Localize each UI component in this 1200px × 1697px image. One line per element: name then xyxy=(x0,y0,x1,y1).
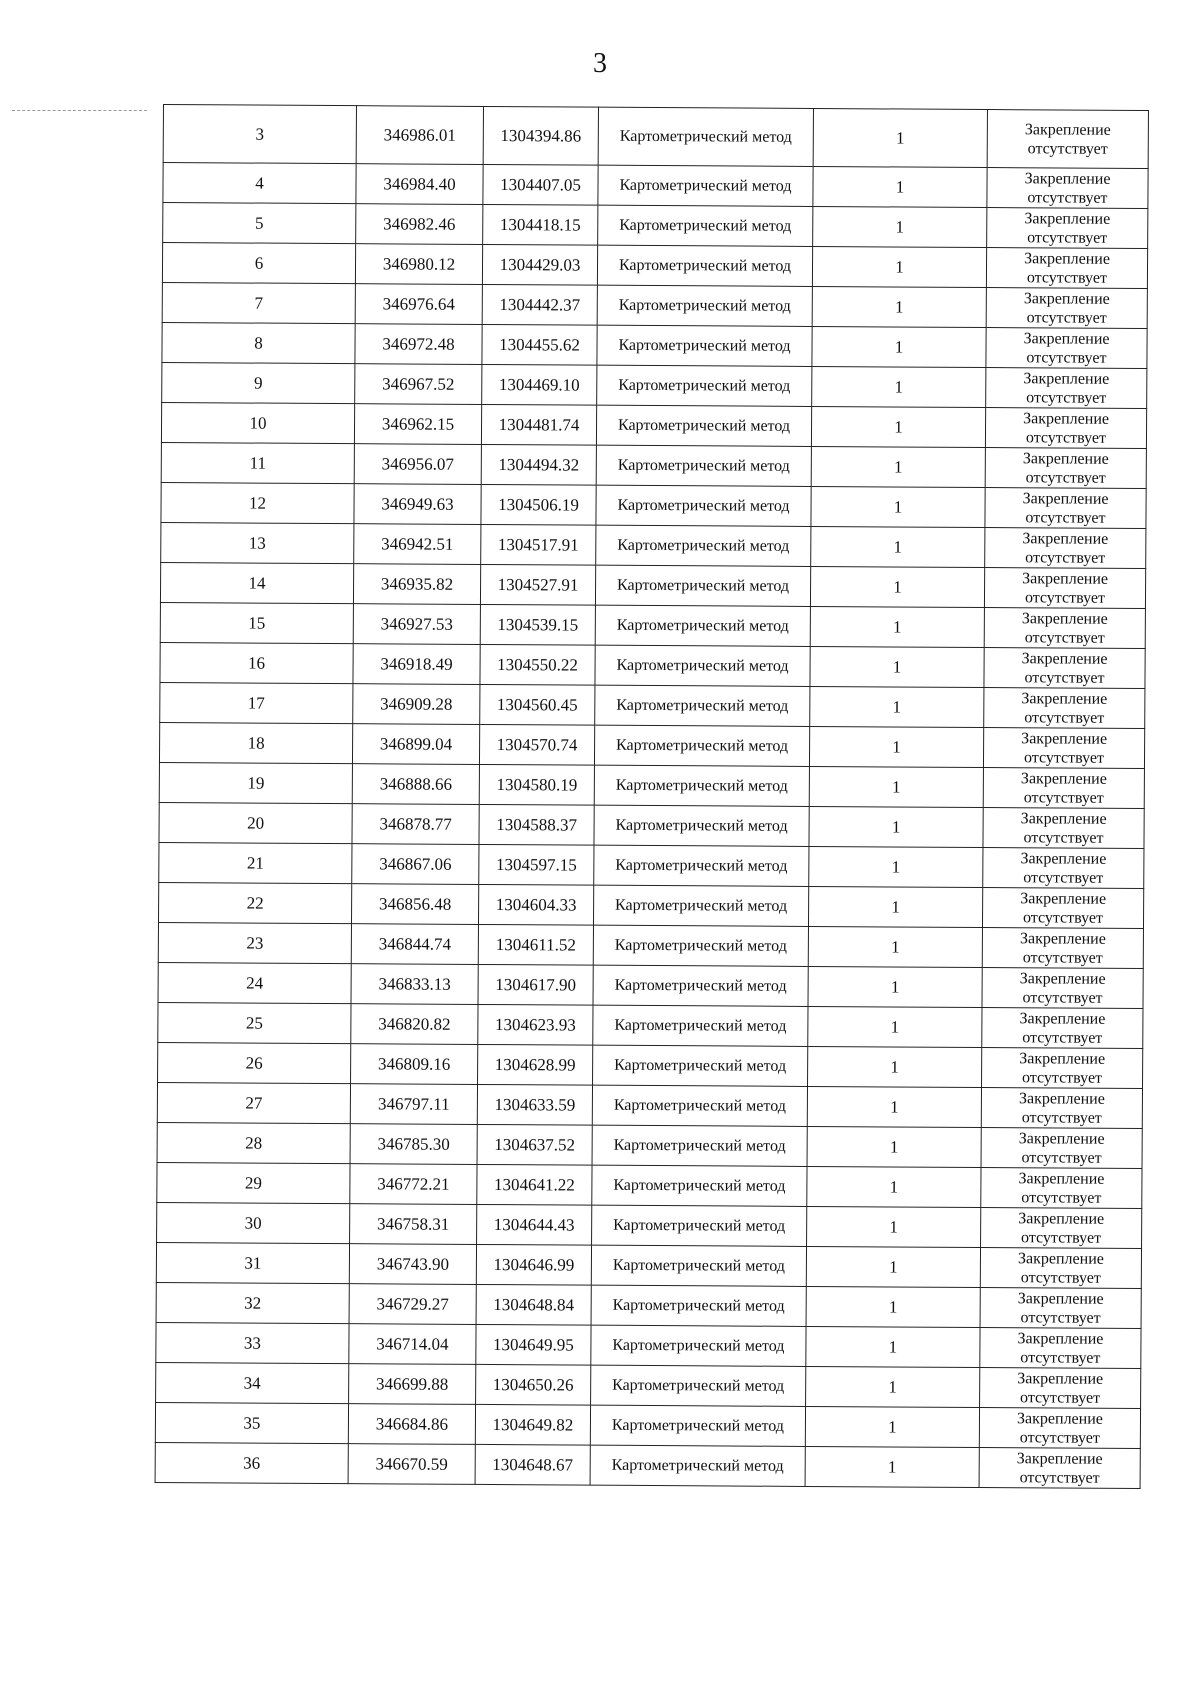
y-coordinate-cell: 1304628.99 xyxy=(478,1044,593,1085)
point-number-cell: 22 xyxy=(159,882,352,923)
method-cell: Картометрический метод xyxy=(598,165,813,206)
y-coordinate-cell: 1304637.52 xyxy=(477,1124,592,1165)
method-cell: Картометрический метод xyxy=(591,1285,806,1326)
table-row xyxy=(160,682,1145,728)
x-coordinate-cell: 346927.53 xyxy=(353,604,480,645)
accuracy-cell: 1 xyxy=(807,1166,981,1207)
y-coordinate-cell: 1304506.19 xyxy=(481,484,596,525)
x-coordinate-cell: 346809.16 xyxy=(351,1044,478,1085)
table-row xyxy=(162,243,1147,289)
table-row xyxy=(163,105,1148,169)
point-number-cell: 18 xyxy=(159,722,352,763)
fixing-description-cell: Закрепление отсутствует xyxy=(981,1128,1142,1169)
y-coordinate-cell: 1304481.74 xyxy=(481,404,596,445)
x-coordinate-cell: 346844.74 xyxy=(351,924,478,965)
fixing-description-cell: Закрепление отсутствует xyxy=(987,168,1148,209)
y-coordinate-cell: 1304648.84 xyxy=(476,1284,591,1325)
method-cell: Картометрический метод xyxy=(593,965,808,1006)
method-cell: Картометрический метод xyxy=(598,107,813,166)
fixing-description-cell: Закрепление отсутствует xyxy=(983,768,1144,809)
table-row xyxy=(163,203,1148,249)
table-row xyxy=(158,922,1143,968)
accuracy-cell: 1 xyxy=(808,926,982,967)
coordinates-table-body xyxy=(155,105,1148,1489)
fixing-description-cell: Закрепление отсутствует xyxy=(982,1048,1143,1089)
table-row xyxy=(161,402,1146,448)
table-row xyxy=(158,1042,1143,1088)
y-coordinate-cell: 1304644.43 xyxy=(477,1204,592,1245)
point-number-cell: 10 xyxy=(161,402,354,443)
method-cell: Картометрический метод xyxy=(595,565,810,606)
method-cell: Картометрический метод xyxy=(595,605,810,646)
x-coordinate-cell: 346949.63 xyxy=(354,484,481,525)
y-coordinate-cell: 1304580.19 xyxy=(479,764,594,805)
y-coordinate-cell: 1304611.52 xyxy=(478,924,593,965)
table-row xyxy=(155,1442,1140,1488)
point-number-cell: 20 xyxy=(159,802,352,843)
point-number-cell: 14 xyxy=(160,562,353,603)
fixing-description-cell: Закрепление отсутствует xyxy=(984,568,1145,609)
fixing-description-cell: Закрепление отсутствует xyxy=(985,408,1146,449)
accuracy-cell: 1 xyxy=(808,886,982,927)
point-number-cell: 26 xyxy=(158,1042,351,1083)
x-coordinate-cell: 346980.12 xyxy=(355,244,482,285)
fixing-description-cell: Закрепление отсутствует xyxy=(984,688,1145,729)
accuracy-cell: 1 xyxy=(812,326,986,367)
fixing-description-cell: Закрепление отсутствует xyxy=(983,728,1144,769)
x-coordinate-cell: 346888.66 xyxy=(352,764,479,805)
method-cell: Картометрический метод xyxy=(596,525,811,566)
x-coordinate-cell: 346670.59 xyxy=(348,1444,475,1485)
y-coordinate-cell: 1304650.26 xyxy=(476,1364,591,1405)
accuracy-cell: 1 xyxy=(813,108,987,167)
table-row xyxy=(157,1082,1142,1128)
method-cell: Картометрический метод xyxy=(596,485,811,526)
accuracy-cell: 1 xyxy=(807,1206,981,1247)
method-cell: Картометрический метод xyxy=(591,1245,806,1286)
accuracy-cell: 1 xyxy=(813,166,987,207)
table-row xyxy=(159,722,1144,768)
x-coordinate-cell: 346699.88 xyxy=(349,1364,476,1405)
y-coordinate-cell: 1304623.93 xyxy=(478,1004,593,1045)
table-row xyxy=(157,1162,1142,1208)
x-coordinate-cell: 346820.82 xyxy=(351,1004,478,1045)
x-coordinate-cell: 346729.27 xyxy=(349,1284,476,1325)
method-cell: Картометрический метод xyxy=(593,925,808,966)
table-row xyxy=(162,362,1147,408)
scan-artifact-line xyxy=(12,110,147,112)
x-coordinate-cell: 346984.40 xyxy=(356,164,483,205)
fixing-description-cell: Закрепление отсутствует xyxy=(983,848,1144,889)
table-row xyxy=(160,562,1145,608)
x-coordinate-cell: 346972.48 xyxy=(355,324,482,365)
table-row xyxy=(159,762,1144,808)
y-coordinate-cell: 1304469.10 xyxy=(482,364,597,405)
x-coordinate-cell: 346785.30 xyxy=(350,1124,477,1165)
x-coordinate-cell: 346942.51 xyxy=(354,524,481,565)
fixing-description-cell: Закрепление отсутствует xyxy=(980,1368,1141,1409)
table-row xyxy=(159,802,1144,848)
method-cell: Картометрический метод xyxy=(591,1325,806,1366)
point-number-cell: 21 xyxy=(159,842,352,883)
accuracy-cell: 1 xyxy=(806,1286,980,1327)
method-cell: Картометрический метод xyxy=(597,285,812,326)
x-coordinate-cell: 346967.52 xyxy=(355,364,482,405)
table-row xyxy=(158,962,1143,1008)
x-coordinate-cell: 346743.90 xyxy=(349,1244,476,1285)
y-coordinate-cell: 1304517.91 xyxy=(481,524,596,565)
fixing-description-cell: Закрепление отсутствует xyxy=(979,1408,1140,1449)
accuracy-cell: 1 xyxy=(812,246,986,287)
fixing-description-cell: Закрепление отсутствует xyxy=(980,1328,1141,1369)
accuracy-cell: 1 xyxy=(811,526,985,567)
point-number-cell: 19 xyxy=(159,762,352,803)
fixing-description-cell: Закрепление отсутствует xyxy=(985,448,1146,489)
table-row xyxy=(157,1122,1142,1168)
point-number-cell: 12 xyxy=(161,482,354,523)
y-coordinate-cell: 1304617.90 xyxy=(478,964,593,1005)
point-number-cell: 29 xyxy=(157,1162,350,1203)
point-number-cell: 13 xyxy=(161,522,354,563)
accuracy-cell: 1 xyxy=(805,1406,979,1447)
y-coordinate-cell: 1304394.86 xyxy=(483,106,598,165)
table-row xyxy=(156,1282,1141,1328)
fixing-description-cell: Закрепление отсутствует xyxy=(981,1208,1142,1249)
accuracy-cell: 1 xyxy=(810,646,984,687)
point-number-cell: 7 xyxy=(162,282,355,323)
y-coordinate-cell: 1304570.74 xyxy=(479,724,594,765)
y-coordinate-cell: 1304527.91 xyxy=(480,564,595,605)
method-cell: Картометрический метод xyxy=(594,725,809,766)
point-number-cell: 15 xyxy=(160,602,353,643)
x-coordinate-cell: 346856.48 xyxy=(351,884,478,925)
accuracy-cell: 1 xyxy=(809,726,983,767)
x-coordinate-cell: 346918.49 xyxy=(353,644,480,685)
x-coordinate-cell: 346684.86 xyxy=(348,1404,475,1445)
method-cell: Картометрический метод xyxy=(595,645,810,686)
point-number-cell: 28 xyxy=(157,1122,350,1163)
fixing-description-cell: Закрепление отсутствует xyxy=(986,368,1147,409)
point-number-cell: 5 xyxy=(163,203,356,244)
fixing-description-cell: Закрепление отсутствует xyxy=(982,1008,1143,1049)
accuracy-cell: 1 xyxy=(805,1446,979,1487)
method-cell: Картометрический метод xyxy=(592,1085,807,1126)
accuracy-cell: 1 xyxy=(809,766,983,807)
x-coordinate-cell: 346772.21 xyxy=(350,1164,477,1205)
accuracy-cell: 1 xyxy=(808,966,982,1007)
y-coordinate-cell: 1304455.62 xyxy=(482,324,597,365)
table-row xyxy=(158,1002,1143,1048)
accuracy-cell: 1 xyxy=(807,1086,981,1127)
fixing-description-cell: Закрепление отсутствует xyxy=(984,608,1145,649)
point-number-cell: 36 xyxy=(155,1442,348,1483)
table-row xyxy=(163,163,1148,209)
method-cell: Картометрический метод xyxy=(594,765,809,806)
accuracy-cell: 1 xyxy=(813,206,987,247)
table-row xyxy=(155,1402,1140,1448)
x-coordinate-cell: 346899.04 xyxy=(352,724,479,765)
table-row xyxy=(156,1362,1141,1408)
accuracy-cell: 1 xyxy=(808,1006,982,1047)
table-row xyxy=(159,882,1144,928)
x-coordinate-cell: 346962.15 xyxy=(354,404,481,445)
accuracy-cell: 1 xyxy=(806,1246,980,1287)
accuracy-cell: 1 xyxy=(806,1326,980,1367)
y-coordinate-cell: 1304429.03 xyxy=(482,244,597,285)
x-coordinate-cell: 346758.31 xyxy=(350,1204,477,1245)
point-number-cell: 4 xyxy=(163,163,356,204)
point-number-cell: 24 xyxy=(158,962,351,1003)
point-number-cell: 9 xyxy=(162,362,355,403)
fixing-description-cell: Закрепление отсутствует xyxy=(985,528,1146,569)
accuracy-cell: 1 xyxy=(812,366,986,407)
method-cell: Картометрический метод xyxy=(590,1405,805,1446)
table-row xyxy=(159,842,1144,888)
y-coordinate-cell: 1304539.15 xyxy=(480,604,595,645)
method-cell: Картометрический метод xyxy=(593,1005,808,1046)
fixing-description-cell: Закрепление отсутствует xyxy=(987,110,1148,169)
fixing-description-cell: Закрепление отсутствует xyxy=(982,928,1143,969)
fixing-description-cell: Закрепление отсутствует xyxy=(980,1248,1141,1289)
accuracy-cell: 1 xyxy=(811,486,985,527)
x-coordinate-cell: 346986.01 xyxy=(356,106,483,165)
y-coordinate-cell: 1304597.15 xyxy=(479,844,594,885)
fixing-description-cell: Закрепление отсутствует xyxy=(979,1448,1140,1489)
point-number-cell: 35 xyxy=(155,1402,348,1443)
method-cell: Картометрический метод xyxy=(597,365,812,406)
method-cell: Картометрический метод xyxy=(597,245,812,286)
y-coordinate-cell: 1304588.37 xyxy=(479,804,594,845)
x-coordinate-cell: 346833.13 xyxy=(351,964,478,1005)
method-cell: Картометрический метод xyxy=(592,1125,807,1166)
fixing-description-cell: Закрепление отсутствует xyxy=(986,248,1147,289)
fixing-description-cell: Закрепление отсутствует xyxy=(987,208,1148,249)
method-cell: Картометрический метод xyxy=(593,885,808,926)
accuracy-cell: 1 xyxy=(809,846,983,887)
point-number-cell: 30 xyxy=(157,1202,350,1243)
y-coordinate-cell: 1304648.67 xyxy=(475,1444,590,1485)
point-number-cell: 23 xyxy=(158,922,351,963)
x-coordinate-cell: 346878.77 xyxy=(352,804,479,845)
method-cell: Картометрический метод xyxy=(595,685,810,726)
method-cell: Картометрический метод xyxy=(596,445,811,486)
accuracy-cell: 1 xyxy=(806,1366,980,1407)
table-row xyxy=(156,1242,1141,1288)
accuracy-cell: 1 xyxy=(811,406,985,447)
x-coordinate-cell: 346982.46 xyxy=(356,204,483,245)
method-cell: Картометрический метод xyxy=(592,1205,807,1246)
point-number-cell: 34 xyxy=(156,1362,349,1403)
y-coordinate-cell: 1304494.32 xyxy=(481,444,596,485)
table-row xyxy=(160,642,1145,688)
point-number-cell: 8 xyxy=(162,322,355,363)
y-coordinate-cell: 1304649.82 xyxy=(475,1404,590,1445)
fixing-description-cell: Закрепление отсутствует xyxy=(982,888,1143,929)
table-row xyxy=(162,322,1147,368)
x-coordinate-cell: 346797.11 xyxy=(350,1084,477,1125)
table-row xyxy=(157,1202,1142,1248)
table-row xyxy=(161,482,1146,528)
method-cell: Картометрический метод xyxy=(598,205,813,246)
accuracy-cell: 1 xyxy=(812,286,986,327)
table-row xyxy=(162,282,1147,328)
x-coordinate-cell: 346956.07 xyxy=(354,444,481,485)
table-row xyxy=(161,442,1146,488)
fixing-description-cell: Закрепление отсутствует xyxy=(980,1288,1141,1329)
y-coordinate-cell: 1304560.45 xyxy=(480,684,595,725)
x-coordinate-cell: 346867.06 xyxy=(352,844,479,885)
y-coordinate-cell: 1304646.99 xyxy=(476,1244,591,1285)
accuracy-cell: 1 xyxy=(809,806,983,847)
x-coordinate-cell: 346909.28 xyxy=(353,684,480,725)
point-number-cell: 11 xyxy=(161,442,354,483)
fixing-description-cell: Закрепление отсутствует xyxy=(982,968,1143,1009)
point-number-cell: 32 xyxy=(156,1282,349,1323)
fixing-description-cell: Закрепление отсутствует xyxy=(984,648,1145,689)
method-cell: Картометрический метод xyxy=(597,325,812,366)
fixing-description-cell: Закрепление отсутствует xyxy=(981,1168,1142,1209)
accuracy-cell: 1 xyxy=(810,566,984,607)
point-number-cell: 31 xyxy=(156,1242,349,1283)
fixing-description-cell: Закрепление отсутствует xyxy=(986,328,1147,369)
method-cell: Картометрический метод xyxy=(596,405,811,446)
point-number-cell: 17 xyxy=(160,682,353,723)
accuracy-cell: 1 xyxy=(810,686,984,727)
method-cell: Картометрический метод xyxy=(594,845,809,886)
point-number-cell: 16 xyxy=(160,642,353,683)
y-coordinate-cell: 1304604.33 xyxy=(478,884,593,925)
point-number-cell: 3 xyxy=(163,105,356,164)
point-number-cell: 25 xyxy=(158,1002,351,1043)
fixing-description-cell: Закрепление отсутствует xyxy=(985,488,1146,529)
fixing-description-cell: Закрепление отсутствует xyxy=(983,808,1144,849)
method-cell: Картометрический метод xyxy=(593,1045,808,1086)
y-coordinate-cell: 1304633.59 xyxy=(477,1084,592,1125)
coordinates-table xyxy=(155,104,1149,1489)
point-number-cell: 33 xyxy=(156,1322,349,1363)
y-coordinate-cell: 1304442.37 xyxy=(482,284,597,325)
y-coordinate-cell: 1304407.05 xyxy=(483,164,598,205)
page-number: 3 xyxy=(593,48,607,79)
y-coordinate-cell: 1304550.22 xyxy=(480,644,595,685)
x-coordinate-cell: 346976.64 xyxy=(355,284,482,325)
table-row xyxy=(161,522,1146,568)
y-coordinate-cell: 1304418.15 xyxy=(483,204,598,245)
y-coordinate-cell: 1304641.22 xyxy=(477,1164,592,1205)
method-cell: Картометрический метод xyxy=(591,1365,806,1406)
x-coordinate-cell: 346935.82 xyxy=(353,564,480,605)
fixing-description-cell: Закрепление отсутствует xyxy=(986,288,1147,329)
table-row xyxy=(160,602,1145,648)
accuracy-cell: 1 xyxy=(810,606,984,647)
method-cell: Картометрический метод xyxy=(592,1165,807,1206)
x-coordinate-cell: 346714.04 xyxy=(349,1324,476,1365)
point-number-cell: 6 xyxy=(162,243,355,284)
method-cell: Картометрический метод xyxy=(590,1445,805,1486)
y-coordinate-cell: 1304649.95 xyxy=(476,1324,591,1365)
table-row xyxy=(156,1322,1141,1368)
accuracy-cell: 1 xyxy=(807,1126,981,1167)
accuracy-cell: 1 xyxy=(811,446,985,487)
point-number-cell: 27 xyxy=(157,1082,350,1123)
accuracy-cell: 1 xyxy=(808,1046,982,1087)
fixing-description-cell: Закрепление отсутствует xyxy=(981,1088,1142,1129)
method-cell: Картометрический метод xyxy=(594,805,809,846)
